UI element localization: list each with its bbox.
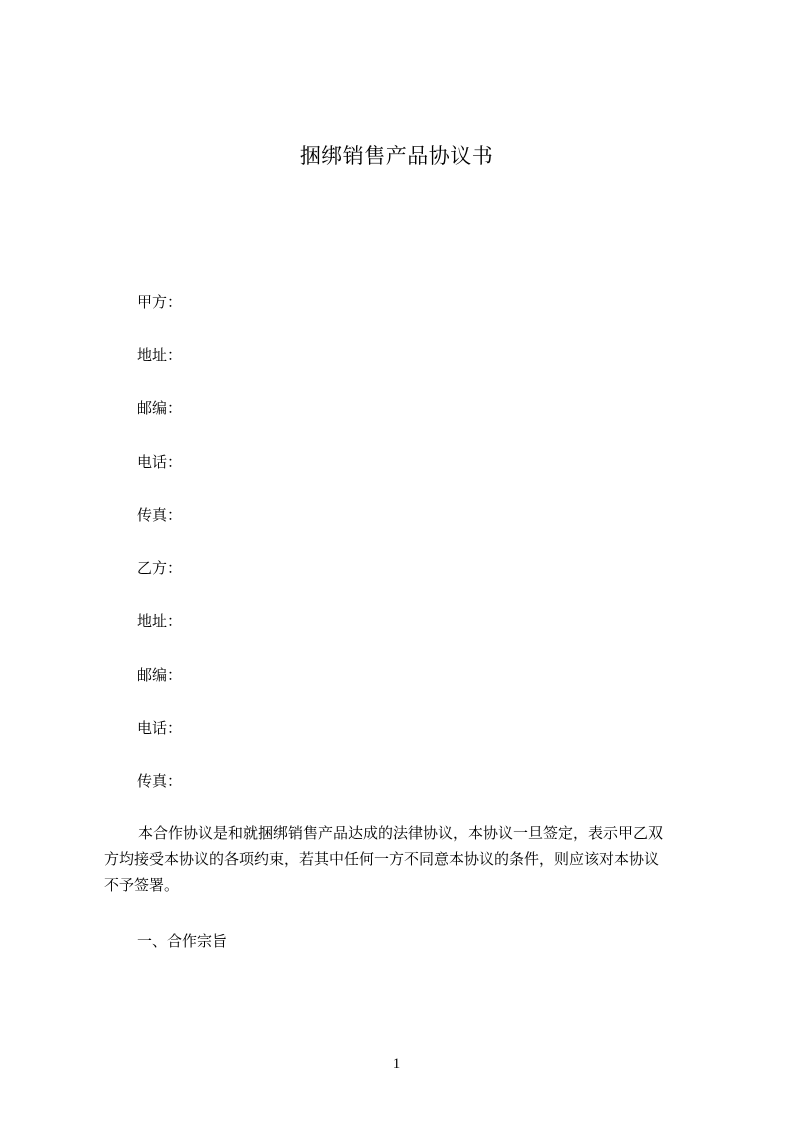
intro-paragraph-line: 本合作协议是和就捆绑销售产品达成的法律协议，本协议一旦签定，表示甲乙双	[138, 824, 664, 842]
party-a-postcode-label: 邮编：	[137, 399, 183, 417]
party-a-fax-label: 传真：	[137, 506, 183, 524]
page-number: 1	[392, 1056, 401, 1072]
party-a-phone-label: 电话：	[137, 453, 183, 471]
party-b-label: 乙方：	[137, 559, 183, 577]
party-b-phone-label: 电话：	[137, 719, 183, 737]
party-b-postcode-label: 邮编：	[137, 666, 183, 684]
intro-paragraph	[104, 820, 704, 898]
party-a-address-label: 地址：	[137, 346, 183, 364]
party-a-label: 甲方：	[137, 293, 183, 311]
party-b-address-label: 地址：	[137, 612, 183, 630]
intro-paragraph-line: 不予签署。	[104, 876, 180, 894]
party-b-fax-label: 传真：	[137, 772, 183, 790]
section-heading: 一、合作宗旨	[137, 932, 228, 950]
intro-paragraph-line: 方均接受本协议的各项约束，若其中任何一方不同意本协议的条件，则应该对本协议	[104, 850, 660, 868]
document-title: 捆绑销售产品协议书	[299, 144, 494, 168]
